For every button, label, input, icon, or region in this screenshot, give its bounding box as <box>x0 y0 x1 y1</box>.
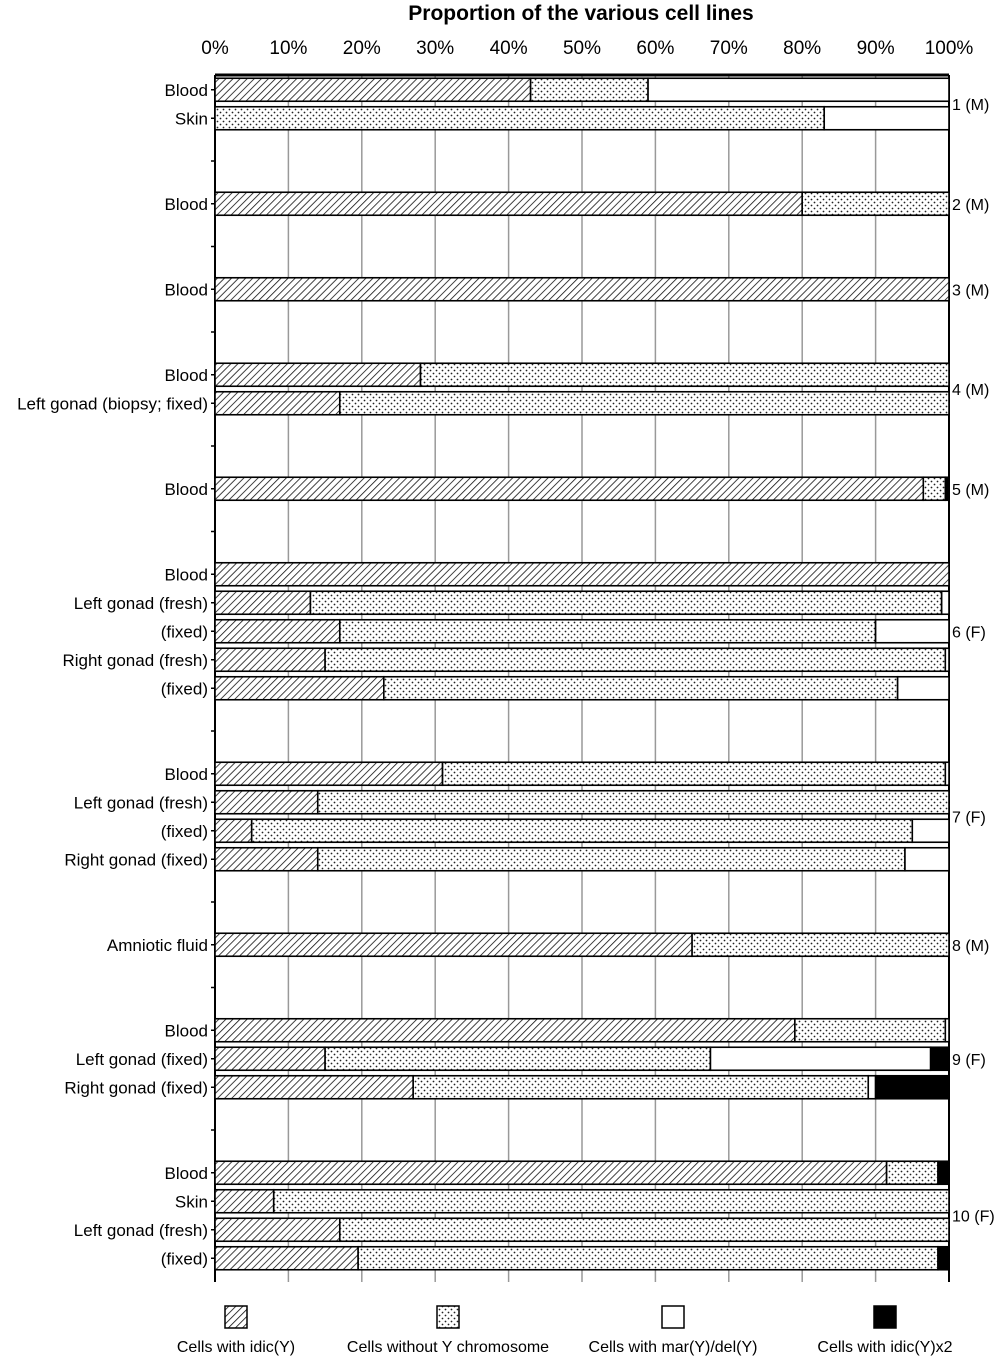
bar-segment <box>215 1161 887 1184</box>
row-label: Left gonad (fixed) <box>75 1049 208 1069</box>
row-label: Blood <box>164 194 208 214</box>
case-label: 3 (M) <box>952 282 990 300</box>
row-label: Left gonad (fresh) <box>73 793 208 813</box>
row-label: Blood <box>164 565 208 585</box>
bar-segment <box>215 848 318 871</box>
bar-segment <box>215 278 949 301</box>
row-label: Blood <box>164 280 208 300</box>
legend-swatch <box>225 1306 247 1328</box>
bar-segment <box>876 620 949 643</box>
bar-segment <box>938 1247 949 1270</box>
bar-segment <box>310 591 941 614</box>
bar-segment <box>938 1161 949 1184</box>
bar-segment <box>215 1247 358 1270</box>
bar-segment <box>215 819 252 842</box>
row-label: (fixed) <box>160 821 208 841</box>
bar-segment <box>215 648 325 671</box>
x-tick-label: 0% <box>201 38 229 59</box>
row-label: Blood <box>164 1163 208 1183</box>
bar-segment <box>931 1047 949 1070</box>
bar-segment <box>912 819 949 842</box>
case-label: 6 (F) <box>952 624 986 642</box>
row-label: Blood <box>164 1021 208 1041</box>
bar-segment <box>887 1161 938 1184</box>
bar-segment <box>274 1190 949 1213</box>
bar-segment <box>215 1190 274 1213</box>
bar-segment <box>648 78 949 101</box>
bar-segment <box>413 1076 868 1099</box>
row-label: Left gonad (fresh) <box>73 1220 208 1240</box>
bar-segment <box>215 620 340 643</box>
bar-segment <box>945 762 949 785</box>
bar-segment <box>898 677 949 700</box>
bar-segment <box>215 107 824 130</box>
case-label: 10 (F) <box>952 1208 995 1226</box>
bar-segment <box>215 1047 325 1070</box>
bar-segment <box>421 363 949 386</box>
x-tick-label: 80% <box>783 38 822 59</box>
row-label: Right gonad (fixed) <box>64 850 208 870</box>
row-label: Amniotic fluid <box>106 935 208 955</box>
bar-segment <box>325 1047 710 1070</box>
bar-segment <box>358 1247 938 1270</box>
x-axis-tick-labels <box>201 38 973 59</box>
row-label: (fixed) <box>160 1249 208 1269</box>
x-tick-label: 90% <box>856 38 895 59</box>
case-label: 8 (M) <box>952 937 990 955</box>
x-tick-label: 30% <box>416 38 455 59</box>
bar-segment <box>318 791 949 814</box>
bar-segment <box>215 363 421 386</box>
x-tick-label: 100% <box>924 38 974 59</box>
bar-segment <box>215 1076 413 1099</box>
bar-segment <box>325 648 945 671</box>
row-label: Right gonad (fixed) <box>64 1078 208 1098</box>
bar-segment <box>531 78 648 101</box>
bar-segment <box>215 78 531 101</box>
case-label: 1 (M) <box>952 97 990 114</box>
row-label: Skin <box>174 109 208 129</box>
case-label: 7 (F) <box>952 809 986 827</box>
row-label: Left gonad (biopsy; fixed) <box>17 394 208 414</box>
bar-segment <box>215 563 949 586</box>
bar-segment <box>945 1019 949 1042</box>
bar-segment <box>318 848 905 871</box>
bar-segment <box>945 477 949 500</box>
case-label: 4 (M) <box>952 382 990 399</box>
legend-label: Cells with mar(Y)/del(Y) <box>588 1339 758 1356</box>
legend <box>177 1306 953 1356</box>
bar-segment <box>945 648 949 671</box>
legend-label: Cells with idic(Y)x2 <box>817 1339 953 1356</box>
bar-segment <box>215 933 692 956</box>
bar-segment <box>340 620 876 643</box>
row-label: Right gonad (fresh) <box>62 650 208 670</box>
chart-title: Proportion of the various cell lines <box>408 2 754 25</box>
bar-segment <box>868 1076 875 1099</box>
bar-segment <box>443 762 946 785</box>
case-label: 9 (F) <box>952 1051 986 1069</box>
row-label: (fixed) <box>160 679 208 699</box>
x-tick-label: 40% <box>489 38 528 59</box>
bar-segment <box>384 677 898 700</box>
bar-segment <box>795 1019 945 1042</box>
legend-label: Cells with idic(Y) <box>176 1339 296 1356</box>
bar-segment <box>802 192 949 215</box>
row-label: (fixed) <box>160 622 208 642</box>
bar-segment <box>215 392 340 415</box>
bar-segment <box>905 848 949 871</box>
row-label: Skin <box>174 1192 208 1212</box>
x-tick-label: 10% <box>269 38 308 59</box>
x-tick-label: 50% <box>562 38 602 59</box>
legend-label: Cells without Y chromosome <box>346 1339 550 1356</box>
bar-segment <box>923 477 945 500</box>
row-label: Left gonad (fresh) <box>73 593 208 613</box>
legend-swatch <box>874 1306 896 1328</box>
bar-segment <box>876 1076 949 1099</box>
row-label: Blood <box>164 80 208 100</box>
bar-segment <box>340 392 949 415</box>
case-label: 2 (M) <box>952 196 990 214</box>
bar-segment <box>215 791 318 814</box>
bar-segment <box>710 1047 930 1070</box>
bar-segment <box>215 1218 340 1241</box>
bar-segment <box>215 762 443 785</box>
bar-segment <box>824 107 949 130</box>
bar-segment <box>215 1019 795 1042</box>
bar-segment <box>692 933 949 956</box>
x-tick-label: 60% <box>636 38 675 59</box>
case-label: 5 (M) <box>952 481 990 499</box>
bar-segment <box>942 591 949 614</box>
bar-segment <box>340 1218 949 1241</box>
bar-segment <box>252 819 913 842</box>
x-tick-label: 70% <box>709 38 748 59</box>
bar-segment <box>215 477 923 500</box>
bar-segment <box>215 192 802 215</box>
legend-swatch <box>662 1306 684 1328</box>
bar-segment <box>215 677 384 700</box>
x-tick-label: 20% <box>342 38 381 59</box>
row-label: Blood <box>164 365 208 385</box>
row-label: Blood <box>164 764 208 784</box>
row-label: Blood <box>164 479 208 499</box>
legend-swatch <box>437 1306 459 1328</box>
bar-segment <box>215 591 310 614</box>
